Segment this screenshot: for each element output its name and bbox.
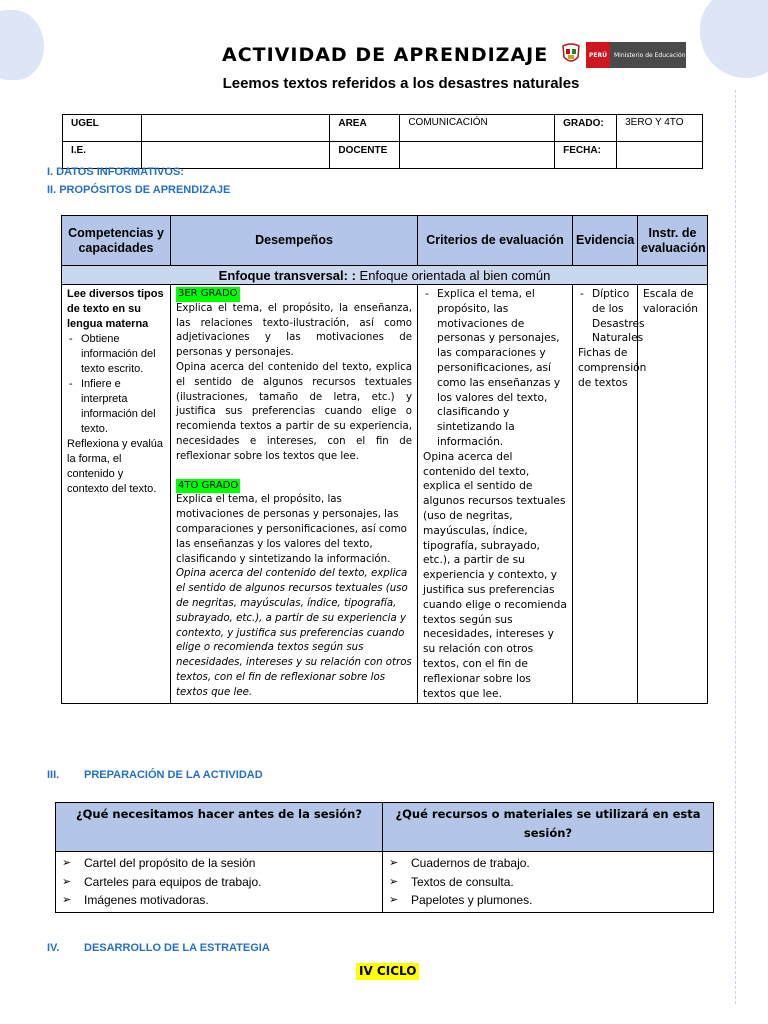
document-title: ACTIVIDAD DE APRENDIZAJE: [222, 44, 549, 66]
competencia-extra: Reflexiona y evalúa la forma, el contenido y contexto del texto.: [67, 438, 164, 495]
section-desarrollo: DESARROLLO DE LA ESTRATEGIA: [84, 942, 270, 954]
list-item: ➢ Cuadernos de trabajo.: [389, 854, 707, 873]
logo-peru-label: PERÚ: [586, 42, 610, 68]
grado3-desempeno-1: Explica el tema, el propósito, la enseñanza, las relaciones texto-ilustración, así como adjetivaciones y las motivaciones de personas y personajes.: [176, 302, 412, 359]
header-criterios: Criterios de evaluación: [418, 216, 573, 266]
capacidades-list: [67, 332, 165, 437]
list-item: ➢ Cartel del propósito de la sesión: [62, 854, 376, 873]
enfoque-transversal: [62, 266, 708, 285]
list-item: - Explica el tema, el propósito, las motivaciones de personas y personajes, las comparaciones y personificaciones, así como las enseñanzas y los valores del texto, clasificando y sintetizando la información.: [423, 287, 567, 450]
header-antes-sesion: ¿Qué necesitamos hacer antes de la sesión?: [56, 803, 383, 852]
enfoque-value: Enfoque orientada al bien común: [355, 267, 551, 283]
list-item: - Infiere e interpreta información del texto.: [67, 377, 165, 437]
list-item: ➢ Carteles para equipos de trabajo.: [62, 873, 376, 892]
info-table: [62, 114, 703, 169]
decorative-blob-right: [700, 0, 768, 78]
list-item: ➢ Papelotes y plumones.: [389, 891, 707, 910]
desempenos-cell: [171, 285, 418, 704]
evidencia-list: [578, 287, 645, 346]
logo-ministerio-label: Ministerio de Educación: [610, 42, 686, 68]
preparacion-table: [55, 802, 714, 913]
propositos-table: [61, 215, 708, 704]
preparacion-body-row: [56, 852, 714, 913]
grado4-desempeno-2: Opina acerca del contenido del texto, explica el sentido de algunos recursos textuales (uso de negritas, mayúsculas, índice, tipografía, subrayado, etc.), a partir de su experiencia y contexto, y justifica sus preferencias cuando elige o recomienda textos según sus necesidades, intereses y su relación con otros textos, con el fin de reflexionar sobre los textos que lee.: [176, 568, 412, 698]
criterios-opina: Opina acerca del contenido del texto, explica el sentido de algunos recursos textuales (uso de negritas, mayúsculas, índice, tipografía, subrayado, etc.), a partir de su experiencia y contexto, y justifica sus preferencias cuando elige o recomienda textos según sus necesidades, intereses y su relación con otros textos, con el fin de reflexionar sobre los textos que lee.: [423, 450, 567, 700]
propositos-header-row: [62, 216, 708, 266]
propositos-body-row: [62, 285, 708, 704]
docente-value: [400, 142, 555, 169]
header-desempenos: Desempeños: [171, 216, 418, 266]
header-evidencia: Evidencia: [573, 216, 638, 266]
instrumento-value: Escala de valoración: [643, 288, 698, 315]
info-row-2: [63, 142, 703, 169]
list-item: ➢ Imágenes motivadoras.: [62, 891, 376, 910]
header-instrumento: Instr. de evaluación: [638, 216, 708, 266]
decorative-blob-left: [0, 10, 44, 80]
area-value: COMUNICACIÓN: [400, 115, 555, 142]
section-preparacion-number: III.: [47, 769, 60, 781]
competencia-title: Lee diversos tipos de texto en su lengua materna: [67, 288, 164, 330]
ie-value: [141, 142, 329, 169]
section-desarrollo-number: IV.: [47, 942, 60, 954]
evidencia-cell: [573, 285, 647, 704]
competencia-cell: [62, 285, 171, 704]
header-recursos: ¿Qué recursos o materiales se utilizará en esta sesión?: [383, 803, 714, 852]
grado4-badge: 4TO GRADO: [176, 479, 240, 494]
grado4-desempeno-1: Explica el tema, el propósito, las motivaciones de personas y personajes, las comparaciones y personificaciones, así como las enseñanzas y los valores del texto, clasificando y sintetizando la información.: [176, 494, 407, 565]
list-item: - Díptico de los Desastres Naturales: [578, 287, 632, 346]
decorative-dashed-line: [735, 90, 736, 1004]
section-datos-informativos: I. DATOS INFORMATIVOS:: [47, 166, 184, 178]
recursos-cell: [383, 852, 714, 913]
instrumento-cell: [638, 285, 708, 704]
grado-value: 3ERO Y 4TO: [617, 115, 703, 142]
enfoque-label: Enfoque transversal: :: [218, 267, 356, 283]
antes-sesion-cell: [56, 852, 383, 913]
preparacion-header-row: [56, 803, 714, 852]
document-subtitle: Leemos textos referidos a los desastres naturales: [222, 75, 580, 92]
info-row-1: [63, 115, 703, 142]
ie-label: I.E.: [63, 142, 142, 169]
peru-seal-icon: [560, 43, 582, 67]
section-propositos: II. PROPÓSITOS DE APRENDIZAJE: [47, 184, 231, 196]
ciclo-label: IV CICLO: [356, 963, 419, 980]
antes-sesion-list: [62, 854, 376, 910]
criterios-cell: [418, 285, 573, 704]
minedu-logo: [560, 41, 686, 69]
recursos-list: [389, 854, 707, 910]
grado-label: GRADO:: [555, 115, 617, 142]
grado3-badge: 3ER GRADO: [176, 287, 240, 302]
section-preparacion: PREPARACIÓN DE LA ACTIVIDAD: [84, 769, 263, 781]
fecha-label: FECHA:: [555, 142, 617, 169]
enfoque-row: [62, 266, 708, 285]
grado3-desempeno-2: Opina acerca del contenido del texto, explica el sentido de algunos recursos textuales (ilustraciones, tamaño de letra, etc.) y justifica sus preferencias cuando elige o recomienda textos a partir de su experiencia, necesidades e intereses, con el fin de reflexionar sobre los textos que lee.: [176, 361, 412, 462]
list-item: - Obtiene información del texto escrito.: [67, 332, 165, 377]
docente-label: DOCENTE: [330, 142, 400, 169]
ugel-value: [141, 115, 329, 142]
area-label: AREA: [330, 115, 400, 142]
list-item: ➢ Textos de consulta.: [389, 873, 707, 892]
ugel-label: UGEL: [63, 115, 142, 142]
fecha-value: [617, 142, 703, 169]
evidencia-fichas: Fichas de comprensión de textos: [578, 347, 647, 389]
criterios-list: [423, 287, 567, 450]
header-competencias: Competencias y capacidades: [62, 216, 171, 266]
